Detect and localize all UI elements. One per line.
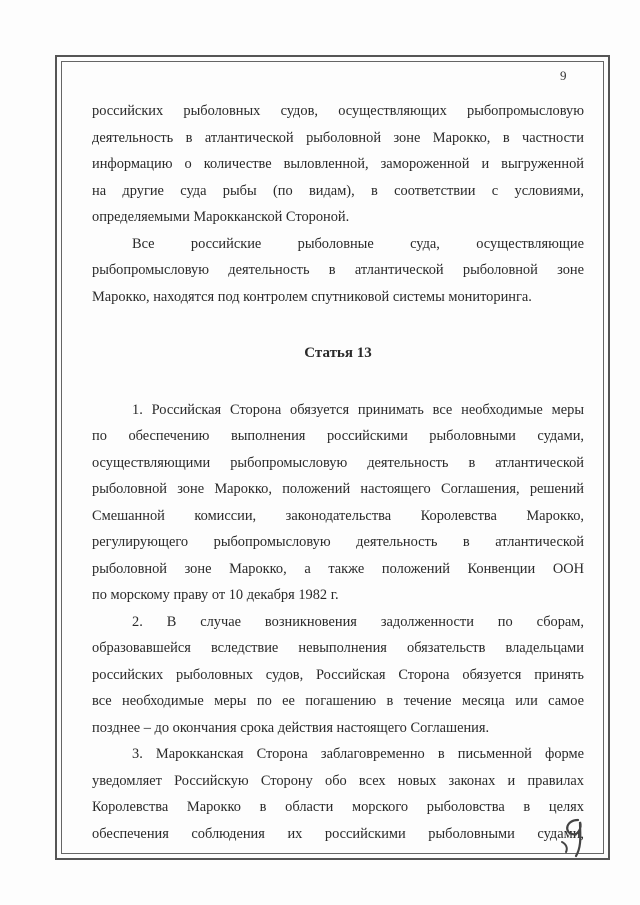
intro-paragraph bbox=[92, 98, 584, 231]
text-line: образовавшейся вследствие невыполнения обязательств владельцами bbox=[92, 640, 584, 656]
text-line: Марокко, находятся под контролем спутниковой системы мониторинга. bbox=[92, 288, 532, 305]
text-line: регулирующего рыбопромысловую деятельность в атлантической bbox=[92, 534, 584, 550]
clause-3 bbox=[92, 741, 584, 847]
text-line: 2. В случае возникновения задолженности по сборам, bbox=[132, 613, 584, 630]
text-line: осуществляющими рыбопромысловую деятельность в атлантической bbox=[92, 454, 584, 471]
clause-2 bbox=[92, 609, 584, 742]
page-number: 9 bbox=[560, 68, 567, 83]
text-line: 3. Марокканская Сторона заблаговременно в письменной форме bbox=[132, 746, 584, 762]
document-body bbox=[92, 98, 584, 847]
text-line: по обеспечению выполнения российскими рыболовными судами, bbox=[92, 428, 584, 444]
text-line: российских рыболовных судов, Российская Сторона обязуется принять bbox=[92, 666, 584, 683]
text-line: позднее – до окончания срока действия настоящего Соглашения. bbox=[92, 719, 490, 736]
text-line: рыбопромысловую деятельность в атлантической рыболовной зоне bbox=[92, 262, 584, 278]
text-line: Все российские рыболовные суда, осуществляющие bbox=[132, 235, 584, 252]
text-line: рыболовной зоне Марокко, положений настоящего Соглашения, решений bbox=[92, 481, 584, 497]
text-line: деятельность в атлантической рыболовной зоне Марокко, в частности bbox=[92, 129, 584, 146]
text-line: 1. Российская Сторона обязуется принимать все необходимые меры bbox=[132, 401, 584, 418]
text-line: все необходимые меры по ее погашению в течение месяца или самое bbox=[92, 693, 584, 709]
monitoring-paragraph bbox=[92, 231, 584, 311]
article-heading: Статья 13 bbox=[304, 345, 372, 361]
text-line: по морскому праву от 10 декабря 1982 г. bbox=[92, 587, 339, 603]
text-line: обеспечения соблюдения их российскими рыболовными судами, bbox=[92, 825, 584, 842]
text-line: определяемыми Марокканской Стороной. bbox=[92, 209, 350, 225]
clause-1 bbox=[92, 397, 584, 609]
text-line: на другие суда рыбы (по видам), в соответствии с условиями, bbox=[92, 182, 584, 199]
text-line: Смешанной комиссии, законодательства Королевства Марокко, bbox=[92, 507, 584, 524]
text-line: российских рыболовных судов, осуществляющих рыбопромысловую bbox=[92, 103, 584, 119]
handwritten-initial-mark bbox=[556, 812, 596, 862]
text-line: рыболовной зоне Марокко, а также положений Конвенции ООН bbox=[92, 560, 584, 577]
text-line: уведомляет Российскую Сторону обо всех новых законах и правилах bbox=[92, 772, 584, 789]
text-line: Королевства Марокко в области морского рыболовства в целях bbox=[92, 799, 584, 815]
text-line: информацию о количестве выловленной, замороженной и выгруженной bbox=[92, 156, 584, 172]
